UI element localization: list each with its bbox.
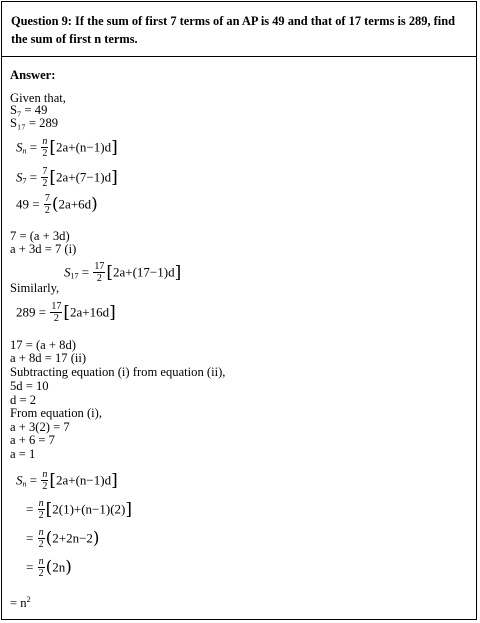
from-i-text: From equation (i), [10,406,102,420]
substitution-2: a + 6 = 7 [10,433,55,447]
line-17: 17 = (a + 8d) [10,338,76,352]
s7-given: S₇ = 49 [10,103,48,117]
d-value: d = 2 [10,393,36,407]
s17-given: S₁₇ = 289 [10,116,59,130]
step-2: = $\frac{n}{2}$ (2+2n−2) [26,527,100,550]
final-answer: = $n^2$ [10,595,31,610]
s17-formula: $S_{17}$ = $\frac{17}{2}$ [2a+(17−1)d] [64,261,182,284]
five-d-line: 5d = 10 [10,379,49,393]
sn-formula: $S_n$ = $\frac{n}{2}$ [2a+(n−1)d] [16,136,118,159]
step-1: = $\frac{n}{2}$ [2(1)+(n−1)(2)] [26,498,133,521]
line-7: 7 = (a + 3d) [10,229,70,243]
eq-49: 49 = $\frac{7}{2}$ (2a+6d) [16,193,98,216]
eq-289: 289 = $\frac{17}{2}$ [2a+16d] [16,301,116,324]
s7-formula: $S_7$ = $\frac{7}{2}$ [2a+(7−1)d] [16,166,118,189]
answer-heading: Answer: [10,68,56,82]
question-text: Question 9: If the sum of first 7 terms of an AP is 49 and that of 17 terms is 289, find the sum of first n terms. [11,14,455,46]
sn-formula-2: $S_n$ = $\frac{n}{2}$ [2a+(n−1)d] [16,469,118,492]
similarly-text: Similarly, [10,281,60,295]
subtract-text: Subtracting equation (i) from equation (ii), [10,365,226,379]
given-text: Given that, [10,91,66,105]
equation-ii: a + 8d = 17 (ii) [10,351,87,365]
equation-i: a + 3d = 7 (i) [10,242,77,256]
step-3: = $\frac{n}{2}$ (2n) [26,556,72,579]
a-value: a = 1 [10,447,36,461]
substitution-1: a + 3(2) = 7 [10,420,70,434]
question-section [2,2,476,57]
